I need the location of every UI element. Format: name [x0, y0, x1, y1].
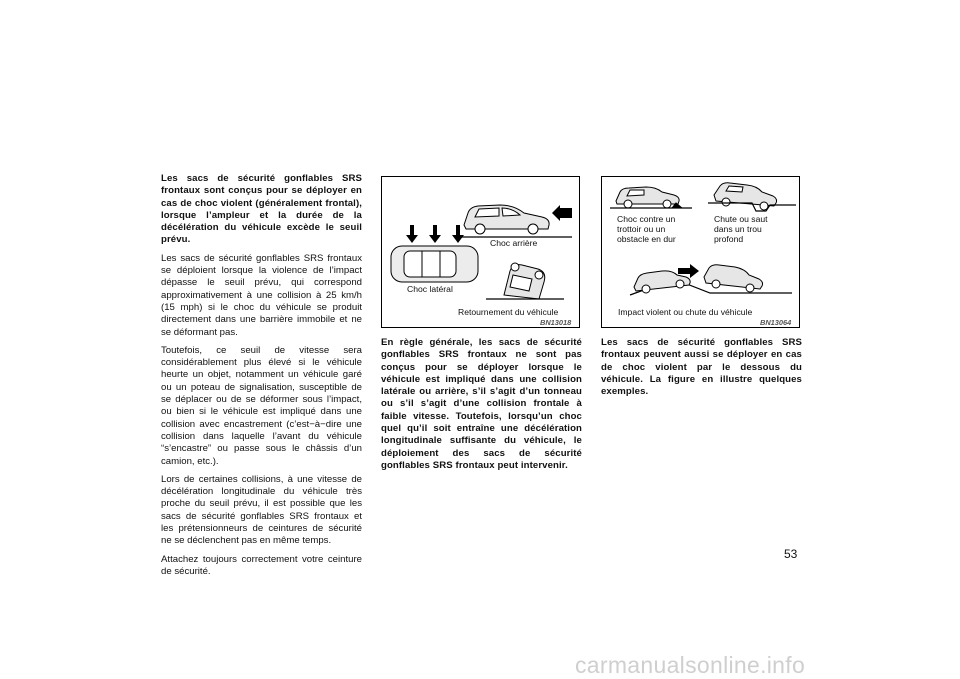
figure-code: BN13064 [760, 318, 792, 327]
text-column-2 [381, 337, 582, 478]
paragraph-pretensioners: Lors de certaines collisions, à une vitesse de décélération longitudinale du véhicule très proche du seuil prévu, il est possible que les sacs de sécurité gonflables SRS frontaux et les prétensionneurs de ceintures de sécurité ne se déclenchent pas en même temps. [161, 473, 362, 547]
rollover-label: Retournement du véhicule [458, 307, 559, 317]
side-impact-label: Choc latéral [407, 284, 453, 294]
paragraph-seatbelt: Attachez toujours correctement votre ceinture de sécurité. [161, 553, 362, 577]
hole-impact-label-line-3: profond [714, 234, 744, 244]
paragraph-threshold: Les sacs de sécurité gonflables SRS frontaux se déploient lorsque la violence de l’impact dépasse le seuil prévu, qui correspond approximativement à une collision à 25 km/h (15 mph) si le choc du véhicule se produit directement dans une barrière immobile et ne se déformant pas. [161, 252, 362, 338]
intro-paragraph: Les sacs de sécurité gonflables SRS frontaux sont conçus pour se déployer en cas de choc violent (généralement frontal), lorsque l’ampleur et la durée de la décélération du véhicule excède le seuil prévu. [161, 173, 362, 246]
figure-underbody-impacts [601, 176, 800, 328]
underbody-impacts-illustration [602, 177, 799, 327]
curb-impact-label-line-3: obstacle en dur [617, 234, 676, 244]
paragraph-higher-threshold: Toutefois, ce seuil de vitesse sera considérablement plus élevé si le véhicule heurte un objet, notamment un véhicule garé ou un poteau de signalisation, susceptible de se déplacer ou de se déformer sous l’impact, ou bien si le véhicule est impliqué dans une collision avec encastrement (c’est−à−dire une collision dans laquelle l’avant du véhicule “s’encastre” ou passe sous le châssis d’un camion, etc.). [161, 344, 362, 467]
paragraph-underbody: Les sacs de sécurité gonflables SRS frontaux peuvent aussi se déployer en cas de choc violent par le dessous du véhicule. La figure en illustre quelques exemples. [601, 337, 802, 398]
figure-collision-types [381, 176, 580, 328]
rear-impact-arrow-icon [552, 205, 572, 221]
collision-types-illustration [382, 177, 579, 327]
rear-impact-car-illustration [454, 205, 572, 237]
side-impact-car-illustration [391, 246, 478, 282]
paragraph-not-deployed: En règle générale, les sacs de sécurité gonflables SRS frontaux ne sont pas conçus pour se déployer lorsque le véhicule est impliqué dans une collision latérale ou arrière, s’il s’agit d’un tonneau ou s’il s’agit d’une collision frontale à faible vitesse. Toutefois, lorsqu’un choc quel qu’il soit entraîne une décélération longitudinale suffisante du véhicule, le déploiement des sacs de sécurité gonflables SRS frontaux peut intervenir. [381, 337, 582, 471]
hole-impact-car-illustration [708, 183, 796, 211]
side-impact-arrows-icon [406, 225, 464, 243]
page-number: 53 [784, 547, 798, 561]
text-column-3 [601, 337, 802, 404]
ramp-jump-car-illustration [630, 265, 792, 295]
rear-impact-label: Choc arrière [490, 238, 538, 248]
curb-impact-label-line-2: trottoir ou un [617, 224, 666, 234]
rollover-car-illustration [486, 263, 564, 299]
curb-impact-label-line-1: Choc contre un [617, 214, 676, 224]
watermark: carmanualsonline.info [575, 652, 806, 678]
violent-impact-label: Impact violent ou chute du véhicule [618, 307, 753, 317]
figure-code: BN13018 [540, 318, 572, 327]
text-column-1 [161, 173, 362, 584]
curb-impact-car-illustration [610, 187, 692, 208]
hole-impact-label-line-2: dans un trou [714, 224, 762, 234]
hole-impact-label-line-1: Chute ou saut [714, 214, 768, 224]
